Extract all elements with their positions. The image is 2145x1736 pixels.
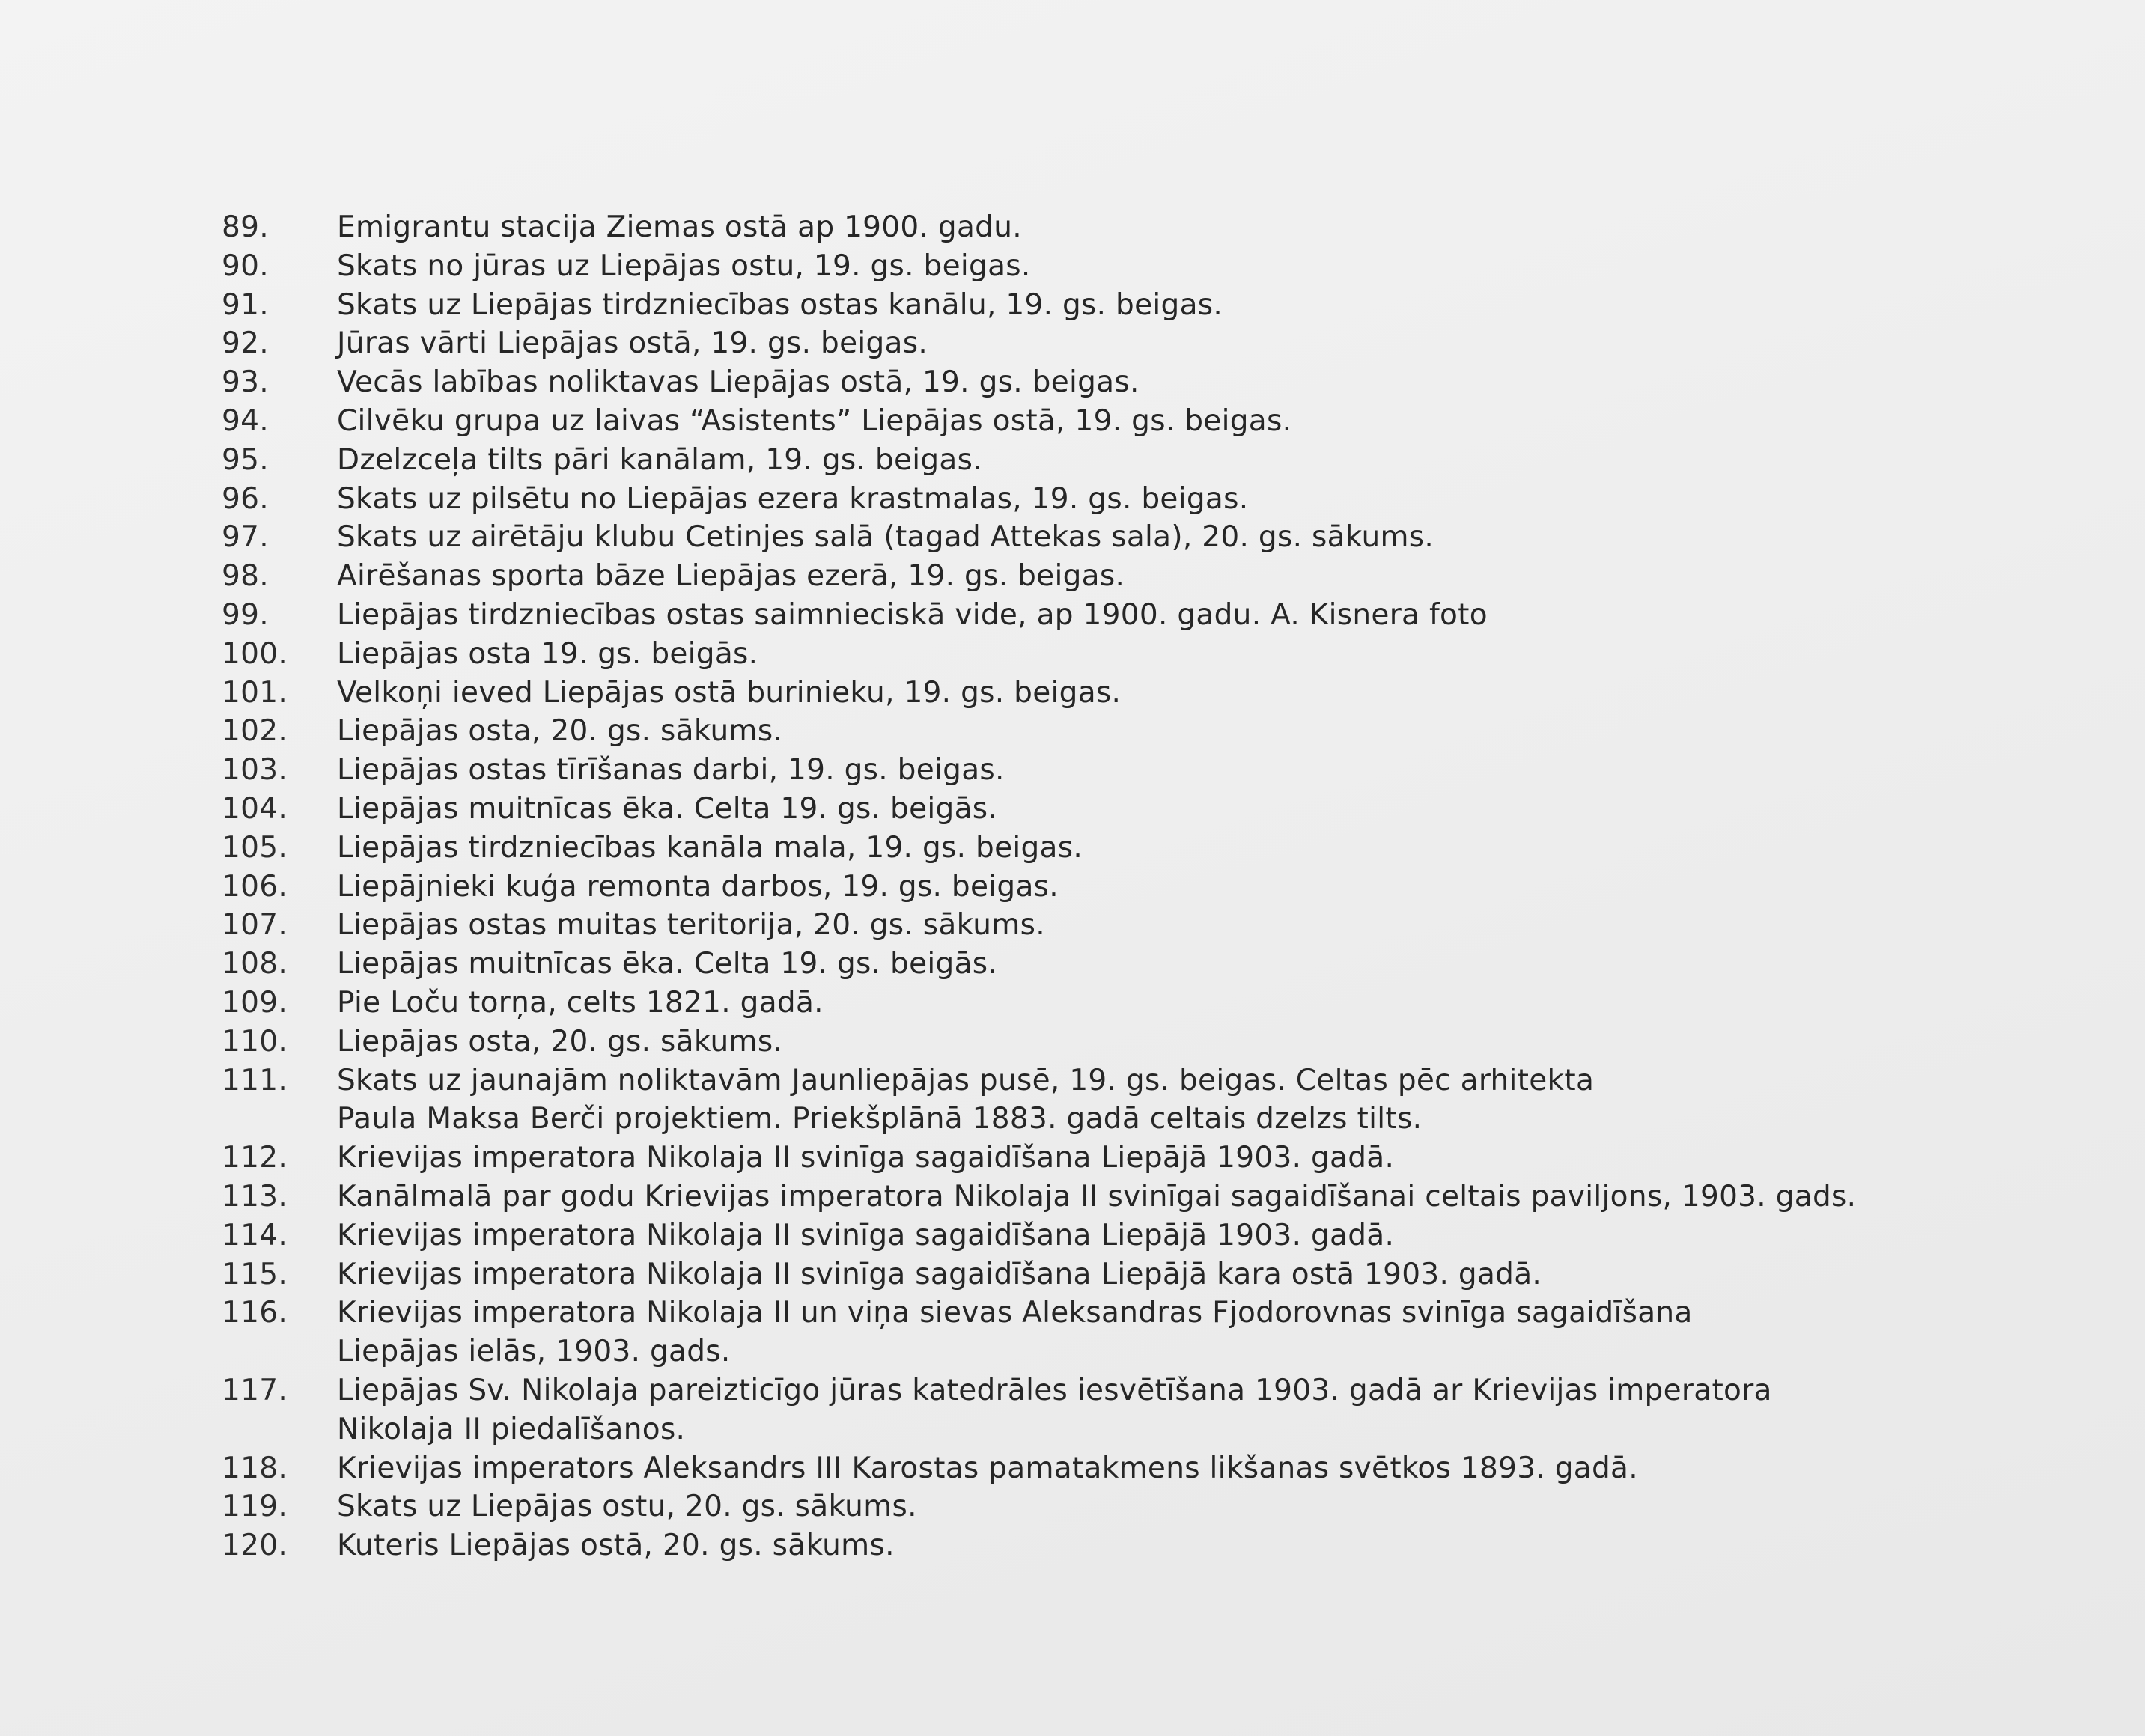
caption-number: 114. [222,1218,288,1252]
caption-entry [222,208,2018,247]
caption-number: 89. [222,210,269,244]
caption-text [337,1139,2018,1178]
caption-entry [222,790,2018,829]
caption-number: 93. [222,365,269,400]
caption-text-line: Liepājas Sv. Nikolaja pareizticīgo jūras katedrāles iesvētīšana 1903. gadā ar Krievijas imperatora [337,1373,1772,1407]
caption-text [337,635,2018,674]
photo-caption-list [222,208,2018,1565]
caption-text-line: Liepājas ostas tīrīšanas darbi, 19. gs. beigas. [337,753,1005,788]
caption-text [337,247,2018,286]
caption-text [337,1062,2018,1139]
caption-number: 102. [222,714,288,749]
caption-text-line: Cilvēku grupa uz laivas “Asistents” Liepājas ostā, 19. gs. beigas. [337,403,1292,438]
caption-number: 98. [222,559,269,594]
caption-entry [222,635,2018,674]
caption-text [337,1178,2018,1216]
caption-text-line: Kuteris Liepājas ostā, 20. gs. sākums. [337,1529,895,1563]
caption-entry [222,868,2018,907]
caption-number: 120. [222,1529,288,1563]
caption-entry [222,829,2018,868]
caption-text [337,906,2018,945]
caption-number: 109. [222,985,288,1020]
caption-entry [222,674,2018,713]
caption-text-line: Airēšanas sporta bāze Liepājas ezerā, 19. gs. beigas. [337,559,1125,594]
caption-entry [222,441,2018,480]
caption-text [337,1371,2018,1449]
caption-text-line: Velkoņi ieved Liepājas ostā burinieku, 19. gs. beigas. [337,675,1122,710]
caption-text-line: Liepājas ielās, 1903. gads. [337,1335,731,1369]
caption-text-line: Liepājas tirdzniecības ostas saimnieciskā vide, ap 1900. gadu. A. Kisnera foto [337,597,1488,632]
caption-text-line: Skats no jūras uz Liepājas ostu, 19. gs. beigas. [337,249,1031,283]
caption-text-line: Vecās labības noliktavas Liepājas ostā, 19. gs. beigas. [337,365,1140,400]
caption-number: 106. [222,869,288,904]
caption-text [337,945,2018,984]
caption-entry [222,1178,2018,1216]
caption-text [337,208,2018,247]
caption-text [337,557,2018,596]
caption-number: 113. [222,1179,288,1213]
caption-text [337,596,2018,635]
caption-number: 118. [222,1451,288,1485]
caption-text [337,1255,2018,1294]
caption-entry [222,984,2018,1023]
caption-text [337,1294,2018,1371]
caption-number: 103. [222,753,288,788]
caption-number: 117. [222,1373,288,1407]
caption-number: 96. [222,481,269,516]
caption-number: 90. [222,249,269,283]
caption-number: 111. [222,1063,288,1097]
caption-number: 99. [222,597,269,632]
caption-number: 94. [222,403,269,438]
caption-entry [222,402,2018,441]
caption-number: 101. [222,675,288,710]
caption-text-line: Liepājas tirdzniecības kanāla mala, 19. gs. beigas. [337,830,1083,865]
caption-entry [222,1371,2018,1449]
caption-text [337,984,2018,1023]
caption-text-line: Krievijas imperatora Nikolaja II svinīga sagaidīšana Liepājā 1903. gadā. [337,1141,1395,1175]
caption-text-line: Liepājas osta 19. gs. beigās. [337,636,758,671]
caption-text-line: Kanālmalā par godu Krievijas imperatora Nikolaja II svinīgai sagaidīšanai celtais paviljons, 1903. gads. [337,1179,1857,1213]
caption-text-line: Skats uz Liepājas tirdzniecības ostas kanālu, 19. gs. beigas. [337,287,1223,322]
caption-entry [222,906,2018,945]
caption-text [337,868,2018,907]
caption-entry [222,712,2018,751]
caption-number: 105. [222,830,288,865]
caption-text [337,790,2018,829]
caption-number: 100. [222,636,288,671]
caption-entry [222,751,2018,790]
caption-text [337,518,2018,557]
caption-text-line: Nikolaja II piedalīšanos. [337,1412,686,1446]
caption-text [337,1023,2018,1062]
caption-text-line: Pie Loču torņa, celts 1821. gadā. [337,985,824,1020]
caption-text [337,1216,2018,1255]
caption-number: 112. [222,1141,288,1175]
caption-text-line: Krievijas imperatora Nikolaja II un viņa sievas Aleksandras Fjodorovnas svinīga sagaidīšana [337,1296,1693,1330]
caption-text-line: Skats uz jaunajām noliktavām Jaunliepājas pusē, 19. gs. beigas. Celtas pēc arhitekta [337,1063,1595,1097]
caption-text [337,712,2018,751]
caption-text-line: Liepājas ostas muitas teritorija, 20. gs. sākums. [337,908,1045,942]
caption-entry [222,247,2018,286]
caption-entry [222,557,2018,596]
caption-text-line: Skats uz Liepājas ostu, 20. gs. sākums. [337,1490,917,1524]
caption-text-line: Skats uz pilsētu no Liepājas ezera krastmalas, 19. gs. beigas. [337,481,1249,516]
caption-number: 119. [222,1490,288,1524]
caption-text-line: Liepājas osta, 20. gs. sākums. [337,714,783,749]
caption-number: 91. [222,287,269,322]
caption-text [337,480,2018,519]
caption-entry [222,324,2018,363]
caption-text-line: Krievijas imperatora Nikolaja II svinīga sagaidīšana Liepājā 1903. gadā. [337,1218,1395,1252]
caption-text-line: Liepājas muitnīcas ēka. Celta 19. gs. beigās. [337,791,998,826]
caption-text-line: Emigrantu stacija Ziemas ostā ap 1900. gadu. [337,210,1022,244]
caption-entry [222,1487,2018,1526]
caption-entry [222,1294,2018,1371]
caption-text-line: Liepājas muitnīcas ēka. Celta 19. gs. beigās. [337,947,998,981]
caption-entry [222,1255,2018,1294]
caption-entry [222,480,2018,519]
caption-text [337,441,2018,480]
caption-text [337,1526,2018,1565]
caption-text [337,674,2018,713]
caption-number: 115. [222,1257,288,1291]
caption-number: 92. [222,326,269,361]
caption-entry [222,1449,2018,1488]
caption-number: 108. [222,947,288,981]
caption-number: 97. [222,520,269,555]
caption-text [337,324,2018,363]
caption-text-line: Dzelzceļa tilts pāri kanālam, 19. gs. beigas. [337,442,982,477]
caption-entry [222,518,2018,557]
caption-text-line: Krievijas imperators Aleksandrs III Karostas pamatakmens likšanas svētkos 1893. gadā. [337,1451,1638,1485]
caption-entry [222,596,2018,635]
caption-entry [222,286,2018,325]
caption-text [337,1449,2018,1488]
caption-text-line: Jūras vārti Liepājas ostā, 19. gs. beigas. [337,326,928,361]
caption-text [337,751,2018,790]
caption-entry [222,363,2018,402]
caption-number: 104. [222,791,288,826]
caption-entry [222,1216,2018,1255]
caption-text-line: Liepājas osta, 20. gs. sākums. [337,1024,783,1059]
caption-text-line: Liepājnieki kuģa remonta darbos, 19. gs. beigas. [337,869,1059,904]
caption-text-line: Skats uz airētāju klubu Cetinjes salā (tagad Attekas sala), 20. gs. sākums. [337,520,1434,555]
caption-number: 107. [222,908,288,942]
caption-number: 110. [222,1024,288,1059]
caption-entry [222,1526,2018,1565]
caption-entry [222,1062,2018,1139]
caption-entry [222,1023,2018,1062]
caption-entry [222,1139,2018,1178]
caption-text-line: Paula Maksa Berči projektiem. Priekšplānā 1883. gadā celtais dzelzs tilts. [337,1102,1423,1136]
caption-number: 116. [222,1296,288,1330]
caption-number: 95. [222,442,269,477]
caption-text [337,286,2018,325]
caption-text [337,829,2018,868]
caption-entry [222,945,2018,984]
caption-text [337,402,2018,441]
caption-text [337,1487,2018,1526]
caption-text-line: Krievijas imperatora Nikolaja II svinīga sagaidīšana Liepājā kara ostā 1903. gadā. [337,1257,1542,1291]
caption-text [337,363,2018,402]
